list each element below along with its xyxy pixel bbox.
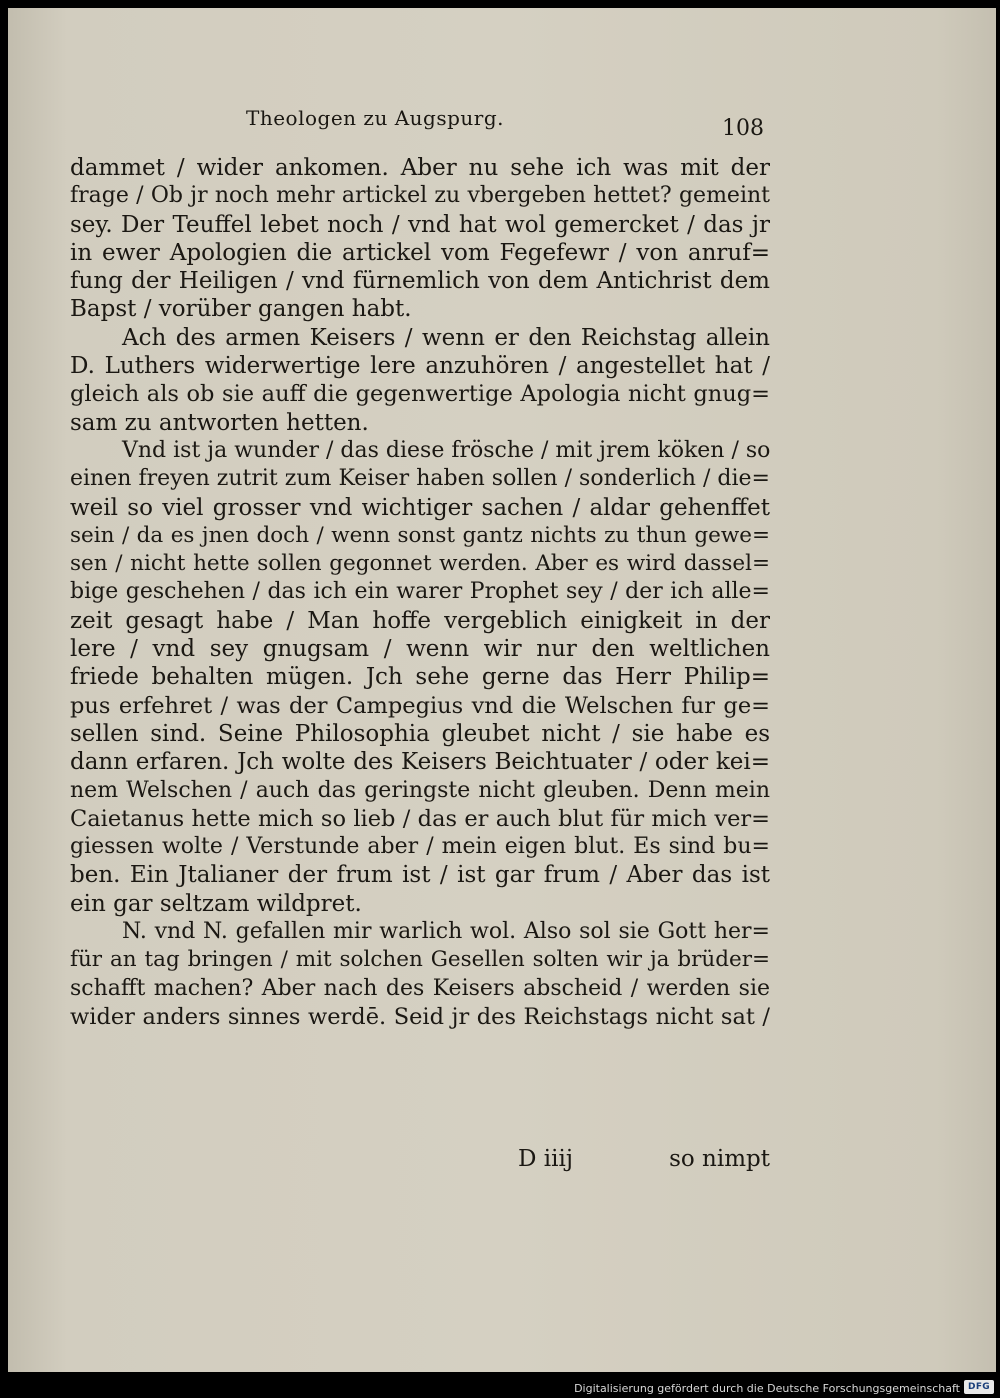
text-line: N. vnd N. gefallen mir warlich wol. Also sol sie Gott her= bbox=[122, 919, 770, 945]
text-line: einen freyen zutrit zum Keiser haben sollen / sonderlich / die= bbox=[70, 466, 770, 492]
text-line: friede behalten mügen. Jch sehe gerne das Herr Philip= bbox=[70, 664, 770, 691]
catchword: so nimpt bbox=[669, 1146, 770, 1172]
page-number: 108 bbox=[722, 116, 764, 141]
book-page bbox=[8, 8, 996, 1372]
text-line: D. Luthers widerwertige lere anzuhören / angestellet hat / bbox=[70, 353, 770, 380]
text-line: sein / da es jnen doch / wenn sonst gantz nichts zu thun gewe= bbox=[70, 522, 770, 548]
page-foot bbox=[70, 1146, 770, 1178]
text-line: nem Welschen / auch das geringste nicht gleuben. Denn mein bbox=[70, 777, 770, 803]
text-line: giessen wolte / Verstunde aber / mein eigen blut. Es sind bu= bbox=[70, 834, 770, 860]
text-line: frage / Ob jr noch mehr artickel zu vbergeben hettet? gemeint bbox=[70, 183, 770, 209]
text-line: sen / nicht hette sollen gegonnet werden. Aber es wird dassel= bbox=[70, 551, 770, 577]
text-line: in ewer Apologien die artickel vom Fegefewr / von anruf= bbox=[70, 239, 770, 266]
funding-credit: Digitalisierung gefördert durch die Deutsche Forschungsgemeinschaft bbox=[574, 1382, 960, 1395]
text-line: Bapst / vorüber gangen habt. bbox=[70, 296, 412, 323]
text-line: Caietanus hette mich so lieb / das er auch blut für mich ver= bbox=[70, 805, 770, 832]
text-line: sellen sind. Seine Philosophia gleubet nicht / sie habe es bbox=[70, 720, 770, 747]
text-line: lere / vnd sey gnugsam / wenn wir nur den weltlichen bbox=[70, 636, 770, 663]
text-line: wider anders sinnes werdē. Seid jr des Reichstags nicht sat / bbox=[70, 1003, 770, 1030]
body-text bbox=[70, 154, 770, 1031]
text-line: gleich als ob sie auff die gegenwertige Apologia nicht gnug= bbox=[70, 381, 770, 408]
text-line: sam zu antworten hetten. bbox=[70, 409, 369, 436]
dfg-logo-icon: DFG bbox=[964, 1380, 994, 1394]
text-line: Ach des armen Keisers / wenn er den Reichstag allein bbox=[122, 324, 770, 351]
text-line: pus erfehret / was der Campegius vnd die Welschen fur ge= bbox=[70, 692, 770, 719]
text-line: sey. Der Teuffel lebet noch / vnd hat wol gemercket / das jr bbox=[70, 211, 770, 238]
text-line: Vnd ist ja wunder / das diese frösche / mit jrem köken / so bbox=[122, 437, 770, 463]
running-head: Theologen zu Augspurg. bbox=[246, 106, 504, 130]
text-line: ein gar seltzam wildpret. bbox=[70, 890, 362, 917]
text-line: bige geschehen / das ich ein warer Prophet sey / der ich alle= bbox=[70, 579, 770, 605]
text-line: für an tag bringen / mit solchen Gesellen solten wir ja brüder= bbox=[70, 947, 770, 973]
text-line: zeit gesagt habe / Man hoffe vergeblich einigkeit in der bbox=[70, 607, 770, 634]
text-line: dann erfaren. Jch wolte des Keisers Beichtuater / oder kei= bbox=[70, 749, 770, 776]
text-line: ben. Ein Jtalianer der frum ist / ist gar frum / Aber das ist bbox=[70, 862, 770, 889]
text-line: fung der Heiligen / vnd fürnemlich von dem Antichrist dem bbox=[70, 268, 770, 295]
text-line: weil so viel grosser vnd wichtiger sachen / aldar gehenffet bbox=[70, 494, 770, 521]
signature-mark: D iiij bbox=[518, 1146, 573, 1172]
text-line: schafft machen? Aber nach des Keisers abscheid / werden sie bbox=[70, 975, 770, 1001]
text-line: dammet / wider ankomen. Aber nu sehe ich was mit der bbox=[70, 155, 770, 181]
